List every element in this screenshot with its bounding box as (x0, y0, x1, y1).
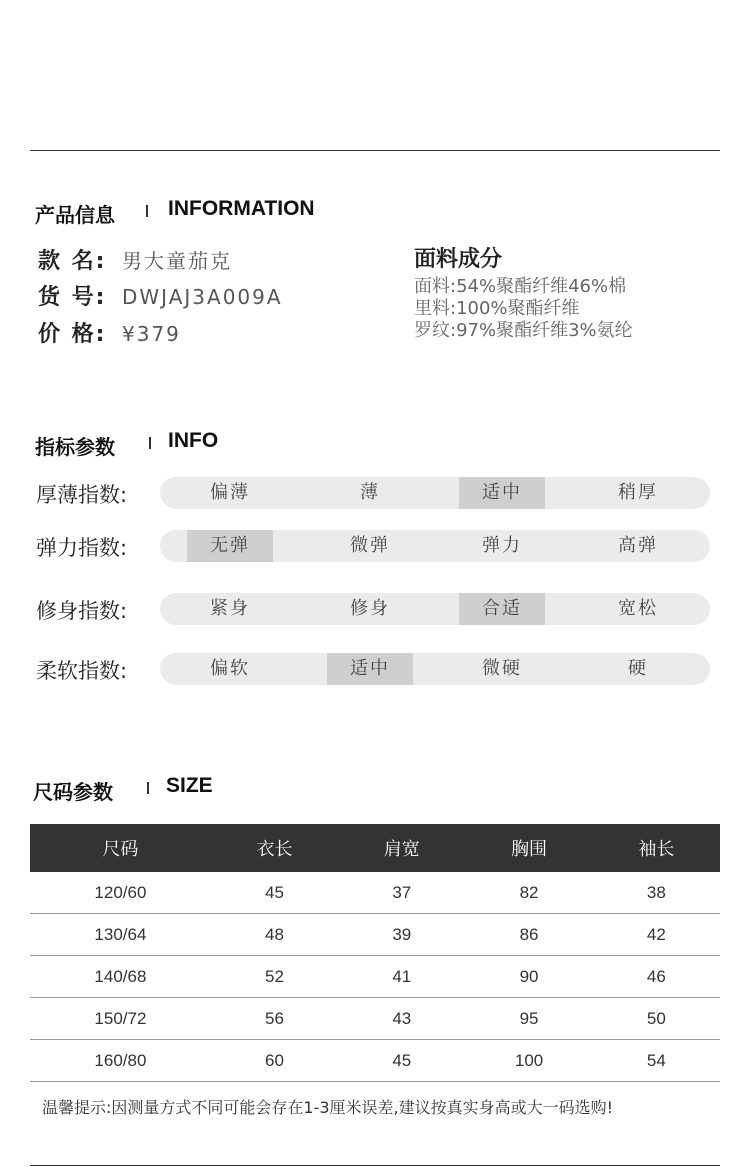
table-cell: 45 (338, 1040, 465, 1082)
table-cell: 37 (338, 872, 465, 914)
table-cell: 43 (338, 998, 465, 1040)
table-cell: 100 (465, 1040, 592, 1082)
index-row (36, 530, 710, 562)
index-option: 高弹 (618, 535, 658, 556)
top-divider (30, 150, 720, 151)
item-number-row (38, 280, 283, 311)
table-cell: 46 (593, 956, 720, 998)
measurement-tip: 温馨提示:因测量方式不同可能会存在1-3厘米误差,建议按真实身高或大一码选购! (42, 1098, 614, 1117)
index-option: 宽松 (618, 598, 658, 619)
table-cell: 50 (593, 998, 720, 1040)
fabric-line-rib: 罗纹:97%聚酯纤维3%氨纶 (414, 320, 633, 341)
table-cell: 45 (211, 872, 338, 914)
index-scale (160, 530, 710, 562)
style-name-row (38, 244, 232, 275)
size-header-cell: 袖长 (593, 824, 720, 872)
index-label: 修身指数: (36, 599, 128, 623)
table-cell: 160/80 (30, 1040, 211, 1082)
index-option: 紧身 (210, 598, 250, 619)
fabric-title: 面料成分 (414, 247, 503, 272)
table-cell: 52 (211, 956, 338, 998)
size-section-title: 尺码参数 (33, 780, 113, 804)
index-section-title: 指标参数 (35, 435, 115, 459)
style-name-value: 男大童茄克 (122, 249, 232, 273)
size-header-cell: 肩宽 (338, 824, 465, 872)
table-cell: 38 (593, 872, 720, 914)
table-cell: 90 (465, 956, 592, 998)
index-option: 偏软 (210, 658, 250, 679)
size-header-cell: 尺码 (30, 824, 211, 872)
info-section-title: 产品信息 (35, 203, 115, 227)
price-label: 价 格: (38, 322, 107, 347)
table-cell: 120/60 (30, 872, 211, 914)
index-option: 偏薄 (210, 482, 250, 503)
index-option-selected: 适中 (327, 653, 413, 685)
size-header-cell: 衣长 (211, 824, 338, 872)
index-option-selected: 适中 (459, 477, 545, 509)
index-label: 厚薄指数: (36, 483, 128, 507)
index-scale (160, 593, 710, 625)
index-option: 修身 (350, 598, 390, 619)
index-section-title-en: INFO (168, 429, 219, 452)
table-cell: 54 (593, 1040, 720, 1082)
table-cell: 41 (338, 956, 465, 998)
table-cell: 42 (593, 914, 720, 956)
index-option-selected: 合适 (459, 593, 545, 625)
index-option: 稍厚 (618, 482, 658, 503)
index-label: 弹力指数: (36, 536, 128, 560)
table-row (30, 956, 720, 998)
table-cell: 82 (465, 872, 592, 914)
price-value: ¥379 (122, 322, 181, 346)
info-section-title-en: INFORMATION (168, 197, 315, 220)
size-header-cell: 胸围 (465, 824, 592, 872)
section-separator (147, 782, 149, 794)
fabric-line-lining: 里料:100%聚酯纤维 (414, 298, 580, 319)
index-option: 微弹 (350, 535, 390, 556)
table-cell: 150/72 (30, 998, 211, 1040)
table-row (30, 1040, 720, 1082)
index-row (36, 593, 710, 625)
index-scale (160, 477, 710, 509)
item-number-value: DWJAJ3A009A (122, 285, 283, 309)
size-table (30, 824, 720, 1082)
table-cell: 95 (465, 998, 592, 1040)
table-cell: 86 (465, 914, 592, 956)
index-option: 硬 (628, 658, 648, 679)
index-row (36, 653, 710, 685)
index-option: 微硬 (482, 658, 522, 679)
index-option: 弹力 (482, 535, 522, 556)
table-cell: 56 (211, 998, 338, 1040)
index-option: 薄 (360, 482, 380, 503)
table-cell: 130/64 (30, 914, 211, 956)
table-cell: 140/68 (30, 956, 211, 998)
size-section-title-en: SIZE (166, 774, 213, 797)
table-cell: 48 (211, 914, 338, 956)
table-row (30, 872, 720, 914)
table-row (30, 998, 720, 1040)
style-name-label: 款 名: (38, 249, 107, 274)
index-scale (160, 653, 710, 685)
item-number-label: 货 号: (38, 285, 107, 310)
section-separator (146, 205, 148, 217)
size-table-header (30, 824, 720, 872)
section-separator (149, 437, 151, 449)
index-label: 柔软指数: (36, 659, 128, 683)
fabric-line-shell: 面料:54%聚酯纤维46%棉 (414, 276, 627, 297)
table-row (30, 914, 720, 956)
table-cell: 39 (338, 914, 465, 956)
bottom-divider (30, 1165, 720, 1166)
index-row (36, 477, 710, 509)
table-cell: 60 (211, 1040, 338, 1082)
price-row (38, 317, 181, 348)
index-option-selected: 无弹 (187, 530, 273, 562)
